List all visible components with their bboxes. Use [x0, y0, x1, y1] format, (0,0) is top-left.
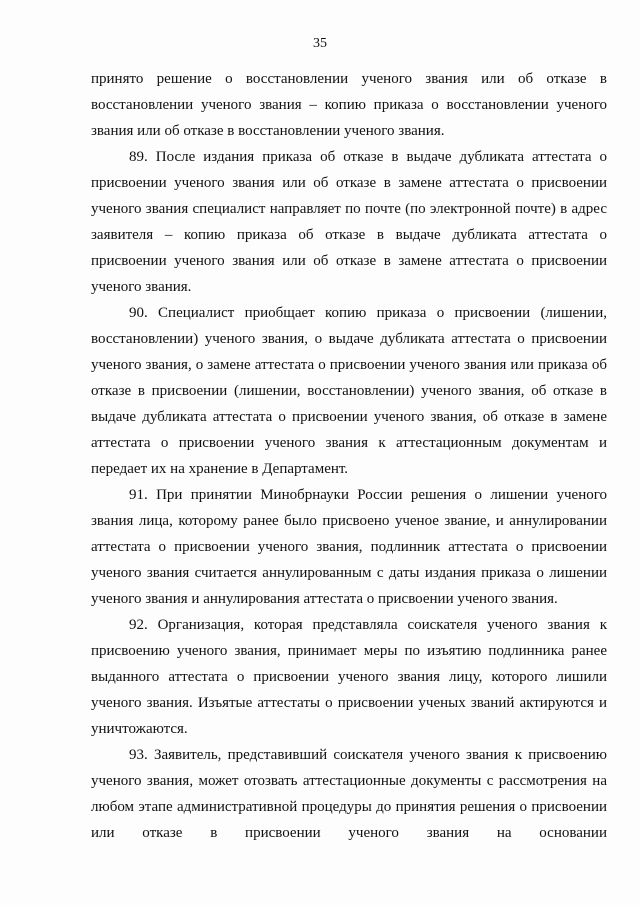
- paragraph-92: 92. Организация, которая представляла соискателя ученого звания к присвоению ученого звания, принимает меры по изъятию подлинника ранее выданного аттестата о присвоении ученого звания лицу, которого лишили ученого звания. Изъятые аттестаты о присвоении ученых званий актируются и уничтожаются.: [91, 617, 607, 737]
- paragraph-continuation: принято решение о восстановлении ученого звания или об отказе в восстановлении ученого звания – копию приказа о восстановлении ученого звания или об отказе в восстановлении ученого звания.: [91, 71, 607, 139]
- paragraph-90: 90. Специалист приобщает копию приказа о присвоении (лишении, восстановлении) ученого звания, о выдаче дубликата аттестата о присвоении ученого звания, о замене аттестата о присвоении ученого звания или приказа об отказе в присвоении (лишении, восстановлении) ученого звания, об отказе в выдаче дубликата аттестата о присвоении ученого звания, об отказе в замене аттестата о присвоении ученого звания к аттестационным документам и передает их на хранение в Департамент.: [91, 305, 607, 477]
- document-body: [91, 66, 607, 846]
- paragraph-93: 93. Заявитель, представивший соискателя ученого звания к присвоению ученого звания, может отозвать аттестационные документы с рассмотрения на любом этапе административной процедуры до принятия решения о присвоении или отказе в присвоении ученого звания на основании: [91, 747, 607, 841]
- page-number: 35: [313, 36, 327, 51]
- paragraph-89: 89. После издания приказа об отказе в выдаче дубликата аттестата о присвоении ученого звания или об отказе в замене аттестата о присвоении ученого звания специалист направляет по почте (по электронной почте) в адрес заявителя – копию приказа об отказе в выдаче дубликата аттестата о присвоении ученого звания или об отказе в замене аттестата о присвоении ученого звания.: [91, 149, 607, 295]
- paragraph-91: 91. При принятии Минобрнауки России решения о лишении ученого звания лица, которому ранее было присвоено ученое звание, и аннулировании аттестата о присвоении ученого звания, подлинник аттестата о присвоении ученого звания считается аннулированным с даты издания приказа о лишении ученого звания и аннулирования аттестата о присвоении ученого звания.: [91, 487, 607, 607]
